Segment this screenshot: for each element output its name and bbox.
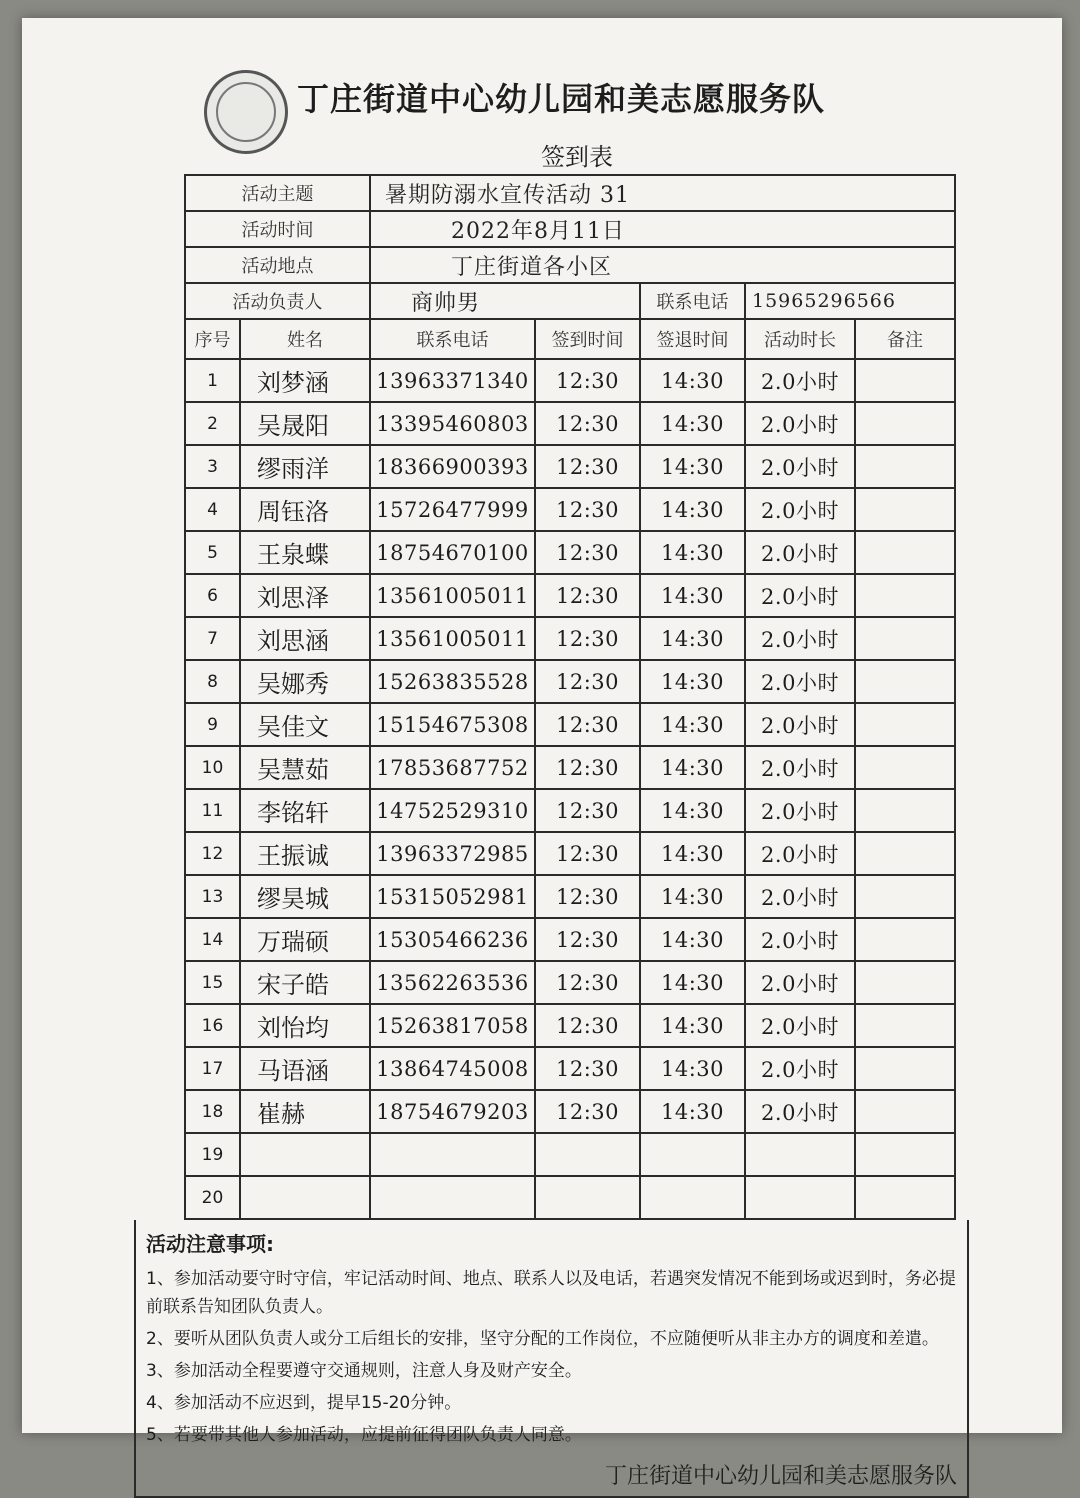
table-row <box>185 1090 955 1133</box>
row-phone: 13562263536 <box>370 961 535 1004</box>
row-signout-time: 14:30 <box>640 531 745 574</box>
row-number: 2 <box>185 402 240 445</box>
info-row-time <box>185 211 955 247</box>
col-header-remark: 备注 <box>855 319 955 359</box>
leader-value: 商帅男 <box>370 283 640 319</box>
row-signin-time <box>535 1176 640 1219</box>
row-phone: 13561005011 <box>370 617 535 660</box>
table-row <box>185 1004 955 1047</box>
row-remark <box>855 1004 955 1047</box>
row-signout-time: 14:30 <box>640 875 745 918</box>
row-name: 吴佳文 <box>240 703 370 746</box>
org-title: 丁庄街道中心幼儿园和美志愿服务队 <box>297 80 826 118</box>
row-duration <box>745 1176 855 1219</box>
row-remark <box>855 574 955 617</box>
notes-title: 活动注意事项: <box>146 1232 274 1256</box>
row-signin-time: 12:30 <box>535 531 640 574</box>
row-number: 11 <box>185 789 240 832</box>
col-header-phone: 联系电话 <box>370 319 535 359</box>
row-signin-time: 12:30 <box>535 617 640 660</box>
row-duration: 2.0小时 <box>745 703 855 746</box>
row-remark <box>855 1090 955 1133</box>
row-signout-time: 14:30 <box>640 832 745 875</box>
row-number: 7 <box>185 617 240 660</box>
row-name: 吴慧茹 <box>240 746 370 789</box>
row-number: 20 <box>185 1176 240 1219</box>
table-row <box>185 617 955 660</box>
row-duration: 2.0小时 <box>745 445 855 488</box>
row-signout-time: 14:30 <box>640 703 745 746</box>
col-header-no: 序号 <box>185 319 240 359</box>
footer-org: 丁庄街道中心幼儿园和美志愿服务队 <box>604 1464 957 1489</box>
row-duration: 2.0小时 <box>745 832 855 875</box>
table-row <box>185 961 955 1004</box>
row-signout-time: 14:30 <box>640 961 745 1004</box>
row-number: 5 <box>185 531 240 574</box>
row-number: 4 <box>185 488 240 531</box>
org-logo-icon <box>204 70 288 154</box>
table-row <box>185 574 955 617</box>
table-row <box>185 359 955 402</box>
row-phone <box>370 1133 535 1176</box>
row-signout-time: 14:30 <box>640 918 745 961</box>
row-signout-time: 14:30 <box>640 789 745 832</box>
row-signout-time <box>640 1133 745 1176</box>
row-signin-time: 12:30 <box>535 746 640 789</box>
leader-label: 活动负责人 <box>185 283 370 319</box>
row-number: 8 <box>185 660 240 703</box>
row-duration: 2.0小时 <box>745 359 855 402</box>
row-duration: 2.0小时 <box>745 789 855 832</box>
row-phone: 15263835528 <box>370 660 535 703</box>
row-phone: 13395460803 <box>370 402 535 445</box>
table-row <box>185 531 955 574</box>
row-number: 9 <box>185 703 240 746</box>
table-row <box>185 1047 955 1090</box>
col-header-signout: 签退时间 <box>640 319 745 359</box>
sign-in-form <box>122 58 992 1489</box>
table-row <box>185 488 955 531</box>
row-signout-time: 14:30 <box>640 574 745 617</box>
form-title: 签到表 <box>541 143 613 171</box>
row-remark <box>855 402 955 445</box>
table-row <box>185 402 955 445</box>
row-remark <box>855 1047 955 1090</box>
row-remark <box>855 359 955 402</box>
table-row <box>185 918 955 961</box>
row-duration: 2.0小时 <box>745 402 855 445</box>
row-duration: 2.0小时 <box>745 660 855 703</box>
row-name: 万瑞硕 <box>240 918 370 961</box>
place-label: 活动地点 <box>185 247 370 283</box>
note-item: 1、参加活动要守时守信，牢记活动时间、地点、联系人以及电话，若遇突发情况不能到场或迟到时，务必提前联系告知团队负责人。 <box>146 1269 956 1317</box>
row-signout-time <box>640 1176 745 1219</box>
row-signin-time: 12:30 <box>535 660 640 703</box>
row-number: 14 <box>185 918 240 961</box>
row-name: 刘思泽 <box>240 574 370 617</box>
table-body <box>185 359 955 1219</box>
row-number: 19 <box>185 1133 240 1176</box>
note-item: 3、参加活动全程要遵守交通规则，注意人身及财产安全。 <box>146 1361 582 1381</box>
row-remark <box>855 746 955 789</box>
row-signout-time: 14:30 <box>640 746 745 789</box>
info-row-theme <box>185 175 955 211</box>
row-signin-time: 12:30 <box>535 574 640 617</box>
theme-value: 暑期防溺水宣传活动 31 <box>370 175 955 211</box>
row-duration: 2.0小时 <box>745 1004 855 1047</box>
row-name: 吴娜秀 <box>240 660 370 703</box>
row-signout-time: 14:30 <box>640 617 745 660</box>
row-signin-time: 12:30 <box>535 359 640 402</box>
info-row-place <box>185 247 955 283</box>
row-duration: 2.0小时 <box>745 574 855 617</box>
row-duration <box>745 1133 855 1176</box>
note-item: 5、若要带其他人参加活动，应提前征得团队负责人同意。 <box>146 1425 582 1445</box>
sign-in-table <box>184 174 956 1220</box>
row-name <box>240 1176 370 1219</box>
row-duration: 2.0小时 <box>745 1090 855 1133</box>
row-duration: 2.0小时 <box>745 488 855 531</box>
row-remark <box>855 617 955 660</box>
row-signin-time: 12:30 <box>535 961 640 1004</box>
row-name: 周钰洛 <box>240 488 370 531</box>
row-signin-time: 12:30 <box>535 1047 640 1090</box>
row-remark <box>855 1176 955 1219</box>
row-phone: 13963372985 <box>370 832 535 875</box>
row-signout-time: 14:30 <box>640 445 745 488</box>
row-number: 1 <box>185 359 240 402</box>
row-signout-time: 14:30 <box>640 660 745 703</box>
row-number: 3 <box>185 445 240 488</box>
row-remark <box>855 918 955 961</box>
theme-label: 活动主题 <box>185 175 370 211</box>
row-duration: 2.0小时 <box>745 875 855 918</box>
row-phone: 18754679203 <box>370 1090 535 1133</box>
row-signin-time <box>535 1133 640 1176</box>
row-name: 马语涵 <box>240 1047 370 1090</box>
row-name: 缪昊城 <box>240 875 370 918</box>
row-signin-time: 12:30 <box>535 1090 640 1133</box>
notes-box <box>134 1220 969 1498</box>
time-value: 2022年8月11日 <box>370 211 955 247</box>
row-remark <box>855 961 955 1004</box>
row-signout-time: 14:30 <box>640 1090 745 1133</box>
row-remark <box>855 789 955 832</box>
row-number: 10 <box>185 746 240 789</box>
row-signin-time: 12:30 <box>535 402 640 445</box>
row-signin-time: 12:30 <box>535 918 640 961</box>
row-signout-time: 14:30 <box>640 402 745 445</box>
row-name <box>240 1133 370 1176</box>
row-name: 刘思涵 <box>240 617 370 660</box>
row-name: 王泉蝶 <box>240 531 370 574</box>
row-phone: 15305466236 <box>370 918 535 961</box>
row-number: 15 <box>185 961 240 1004</box>
col-header-name: 姓名 <box>240 319 370 359</box>
row-phone: 15315052981 <box>370 875 535 918</box>
row-name: 崔赫 <box>240 1090 370 1133</box>
column-header-row <box>185 319 955 359</box>
row-number: 17 <box>185 1047 240 1090</box>
table-row <box>185 875 955 918</box>
row-remark <box>855 531 955 574</box>
row-signin-time: 12:30 <box>535 703 640 746</box>
row-signout-time: 14:30 <box>640 1047 745 1090</box>
row-name: 王振诚 <box>240 832 370 875</box>
time-label: 活动时间 <box>185 211 370 247</box>
row-duration: 2.0小时 <box>745 1047 855 1090</box>
row-name: 刘怡均 <box>240 1004 370 1047</box>
row-duration: 2.0小时 <box>745 617 855 660</box>
row-phone: 17853687752 <box>370 746 535 789</box>
row-phone: 14752529310 <box>370 789 535 832</box>
row-remark <box>855 445 955 488</box>
note-item: 4、参加活动不应迟到，提早15-20分钟。 <box>146 1393 462 1413</box>
row-remark <box>855 832 955 875</box>
row-duration: 2.0小时 <box>745 746 855 789</box>
row-remark <box>855 703 955 746</box>
row-number: 13 <box>185 875 240 918</box>
row-signin-time: 12:30 <box>535 488 640 531</box>
row-name: 刘梦涵 <box>240 359 370 402</box>
row-number: 12 <box>185 832 240 875</box>
info-row-leader <box>185 283 955 319</box>
col-header-signin: 签到时间 <box>535 319 640 359</box>
row-duration: 2.0小时 <box>745 961 855 1004</box>
table-row <box>185 1176 955 1219</box>
leader-phone-label: 联系电话 <box>640 283 745 319</box>
row-phone: 18754670100 <box>370 531 535 574</box>
table-row <box>185 703 955 746</box>
row-remark <box>855 660 955 703</box>
table-row <box>185 789 955 832</box>
row-signin-time: 12:30 <box>535 832 640 875</box>
row-number: 18 <box>185 1090 240 1133</box>
row-signout-time: 14:30 <box>640 1004 745 1047</box>
row-number: 6 <box>185 574 240 617</box>
row-phone: 15726477999 <box>370 488 535 531</box>
row-phone <box>370 1176 535 1219</box>
row-phone: 13864745008 <box>370 1047 535 1090</box>
row-name: 宋子皓 <box>240 961 370 1004</box>
row-phone: 13963371340 <box>370 359 535 402</box>
form-header <box>122 58 992 140</box>
row-duration: 2.0小时 <box>745 918 855 961</box>
row-phone: 13561005011 <box>370 574 535 617</box>
row-signout-time: 14:30 <box>640 359 745 402</box>
table-row <box>185 746 955 789</box>
row-remark <box>855 488 955 531</box>
note-item: 2、要听从团队负责人或分工后组长的安排，坚守分配的工作岗位，不应随便听从非主办方的调度和差遣。 <box>146 1329 939 1349</box>
row-name: 李铭轩 <box>240 789 370 832</box>
row-signin-time: 12:30 <box>535 789 640 832</box>
paper-sheet <box>22 18 1062 1489</box>
row-signin-time: 12:30 <box>535 875 640 918</box>
table-row <box>185 832 955 875</box>
row-phone: 18366900393 <box>370 445 535 488</box>
row-duration: 2.0小时 <box>745 531 855 574</box>
place-value: 丁庄街道各小区 <box>370 247 955 283</box>
leader-phone-value: 15965296566 <box>745 283 955 319</box>
table-row <box>185 445 955 488</box>
row-number: 16 <box>185 1004 240 1047</box>
row-phone: 15154675308 <box>370 703 535 746</box>
col-header-duration: 活动时长 <box>745 319 855 359</box>
row-name: 缪雨洋 <box>240 445 370 488</box>
table-row <box>185 660 955 703</box>
row-remark <box>855 875 955 918</box>
row-remark <box>855 1133 955 1176</box>
row-signin-time: 12:30 <box>535 445 640 488</box>
table-row <box>185 1133 955 1176</box>
row-signin-time: 12:30 <box>535 1004 640 1047</box>
row-name: 吴晟阳 <box>240 402 370 445</box>
row-signout-time: 14:30 <box>640 488 745 531</box>
row-phone: 15263817058 <box>370 1004 535 1047</box>
